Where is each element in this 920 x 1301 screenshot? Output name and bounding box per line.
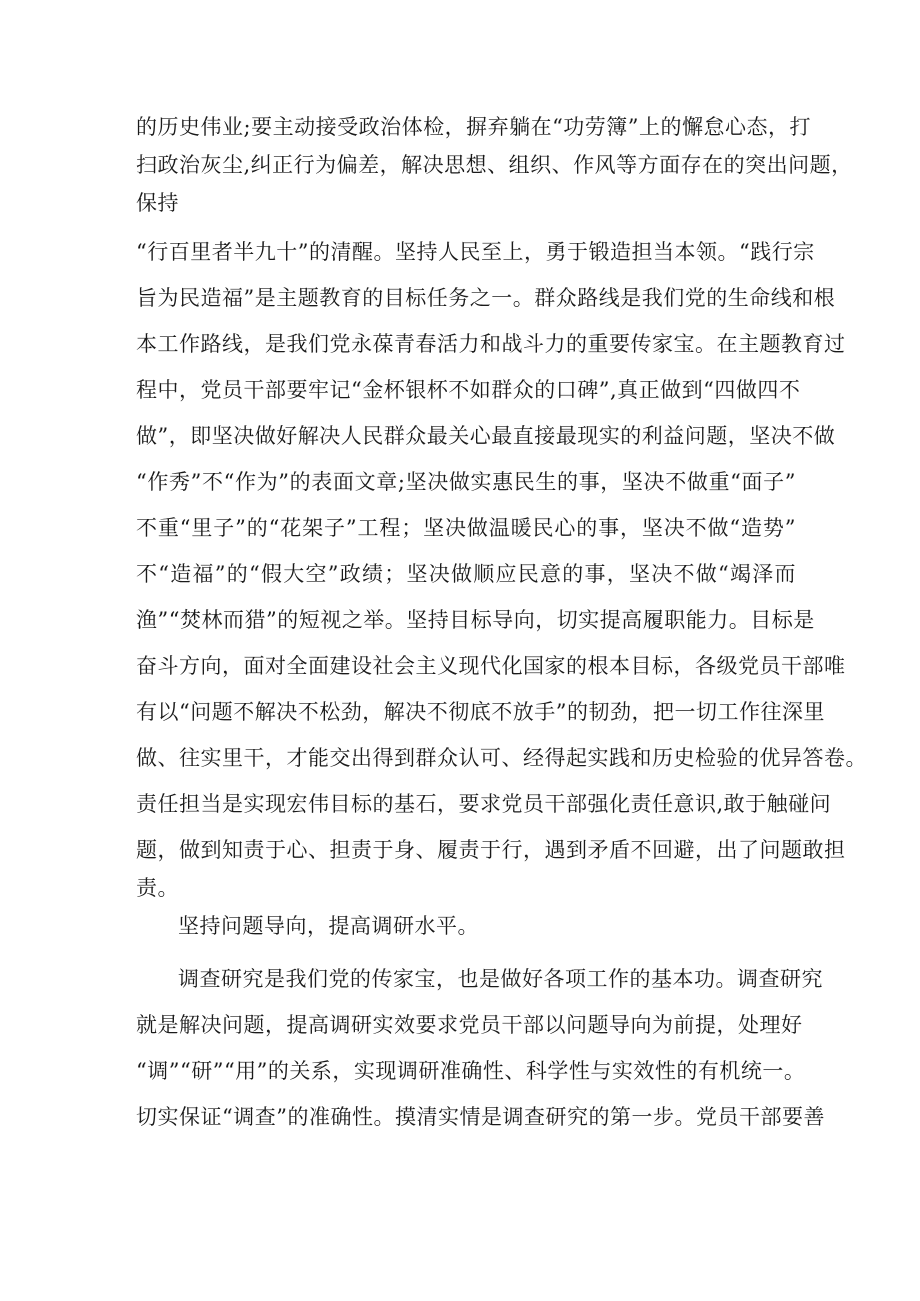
text-line: 不重“里子”的“花架子”工程；坚决做温暖民心的事，坚决不做“造势” [136,516,796,540]
text-line: 有以“问题不解决不松劲，解决不彻底不放手”的韧劲，把一切工作往深里 [136,700,825,724]
text-line: 保持 [136,191,179,215]
text-line: 责。 [136,876,179,900]
text-line: “作秀”不“作为”的表面文章;坚决做实惠民生的事，坚决不做重“面子” [136,470,796,494]
text-line: 责任担当是实现宏伟目标的基石，要求党员干部强化责任意识,敢于触碰问 [136,792,832,816]
text-line: 本工作路线，是我们党永葆青春活力和战斗力的重要传家宝。在主题教育过 [136,332,846,356]
body-text [136,114,867,1131]
text-line: “调”“研”“用”的关系，实现调研准确性、科学性与实效性的有机统一。 [136,1059,806,1083]
text-line: 渔”“焚林而猎”的短视之举。坚持目标导向，切实提高履职能力。目标是 [136,608,815,632]
text-line: 做、往实里干，才能交出得到群众认可、经得起实践和历史检验的优异答卷。 [136,746,867,770]
text-line: 题，做到知责于心、担责于身、履责于行，遇到矛盾不回避，出了问题敢担 [136,838,846,862]
text-line: 做”，即坚决做好解决人民群众最关心最直接最现实的利益问题，坚决不做 [136,424,836,448]
text-line: 程中，党员干部要牢记“金杯银杯不如群众的口碑”,真正做到“四做四不 [136,378,801,402]
text-line: “行百里者半九十”的清醒。坚持人民至上，勇于锻造担当本领。“践行宗 [136,240,815,264]
text-line: 的历史伟业;要主动接受政治体检，摒弃躺在“功劳簿”上的懈怠心态，打 [136,115,812,139]
paragraph-first-line: 调查研究是我们党的传家宝，也是做好各项工作的基本功。调查研究 [178,967,823,991]
section-heading: 坚持问题导向，提高调研水平。 [178,914,479,938]
text-line: 切实保证“调查”的准确性。摸清实情是调查研究的第一步。党员干部要善 [136,1105,825,1129]
text-line: 旨为民造福”是主题教育的目标任务之一。群众路线是我们党的生命线和根 [136,286,836,310]
text-line: 扫政治灰尘,纠正行为偏差，解决思想、组织、作风等方面存在的突出问题， [136,153,853,177]
text-line: 奋斗方向，面对全面建设社会主义现代化国家的根本目标，各级党员干部唯 [136,654,846,678]
text-line: 不“造福”的“假大空”政绩；坚决做顺应民意的事，坚决不做“竭泽而 [136,562,796,586]
text-line: 就是解决问题，提高调研实效要求党员干部以问题导向为前提，处理好 [136,1013,803,1037]
